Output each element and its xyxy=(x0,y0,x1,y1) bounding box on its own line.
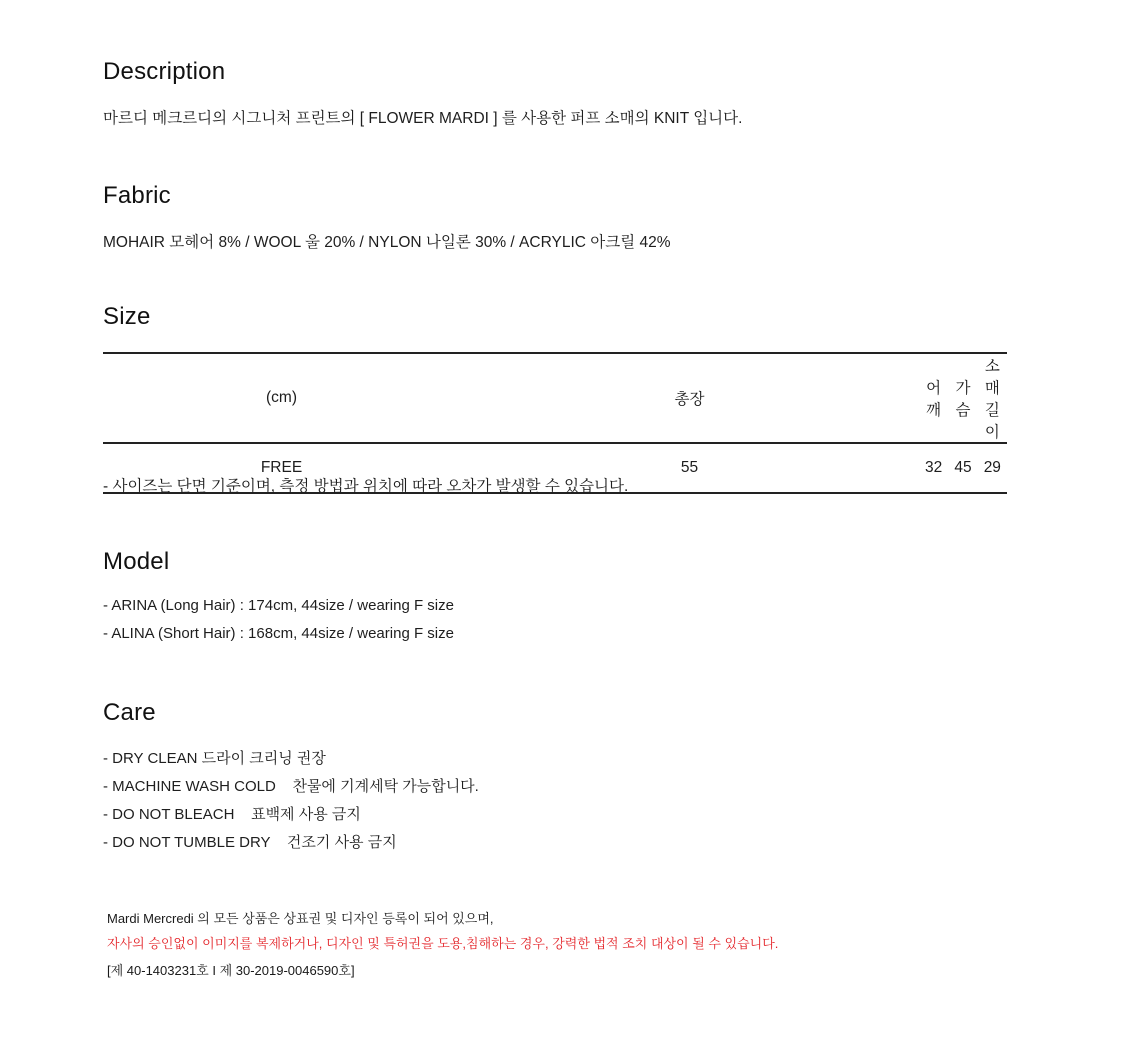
size-cell-shoulder: 32 xyxy=(919,443,948,493)
care-item: - DO NOT BLEACH 표백제 사용 금지 xyxy=(103,806,361,823)
size-note: - 사이즈는 단면 기준이며, 측정 방법과 위치에 따라 오차가 발생할 수 있습니다. xyxy=(103,478,629,495)
registration-numbers: [제 40-1403231호 I 제 30-2019-0046590호] xyxy=(107,963,355,978)
size-col-sleeve: 소매길이 xyxy=(978,353,1007,443)
size-heading: Size xyxy=(103,303,151,330)
size-cell-length: 55 xyxy=(460,443,919,493)
size-cell-chest: 45 xyxy=(948,443,977,493)
size-col-chest: 가슴 xyxy=(948,353,977,443)
care-item: - MACHINE WASH COLD 찬물에 기계세탁 가능합니다. xyxy=(103,778,479,795)
size-table-header-row xyxy=(103,353,1007,443)
size-col-shoulder: 어깨 xyxy=(919,353,948,443)
care-heading: Care xyxy=(103,699,156,726)
model-heading: Model xyxy=(103,548,170,575)
model-item: - ARINA (Long Hair) : 174cm, 44size / wearing F size xyxy=(103,597,454,614)
description-text: 마르디 메크르디의 시그니처 프린트의 [ FLOWER MARDI ] 를 사용한 퍼프 소매의 KNIT 입니다. xyxy=(103,110,743,127)
care-item: - DRY CLEAN 드라이 크리닝 권장 xyxy=(103,750,326,767)
fabric-heading: Fabric xyxy=(103,182,171,209)
size-col-length: 총장 xyxy=(460,353,919,443)
description-heading: Description xyxy=(103,58,226,85)
legal-notice-line: Mardi Mercredi 의 모든 상품은 상표권 및 디자인 등록이 되어 있으며, xyxy=(107,911,494,926)
size-table xyxy=(103,352,1007,494)
legal-warning-line: 자사의 승인없이 이미지를 복제하거나, 디자인 및 특허권을 도용,침해하는 경우, 강력한 법적 조치 대상이 될 수 있습니다. xyxy=(107,936,779,951)
care-item: - DO NOT TUMBLE DRY 건조기 사용 금지 xyxy=(103,834,397,851)
size-cell-size: FREE xyxy=(103,443,460,493)
model-item: - ALINA (Short Hair) : 168cm, 44size / wearing F size xyxy=(103,625,454,642)
size-col-unit: (cm) xyxy=(103,353,460,443)
size-cell-sleeve: 29 xyxy=(978,443,1007,493)
fabric-text: MOHAIR 모헤어 8% / WOOL 울 20% / NYLON 나일론 30% / ACRYLIC 아크릴 42% xyxy=(103,234,671,251)
